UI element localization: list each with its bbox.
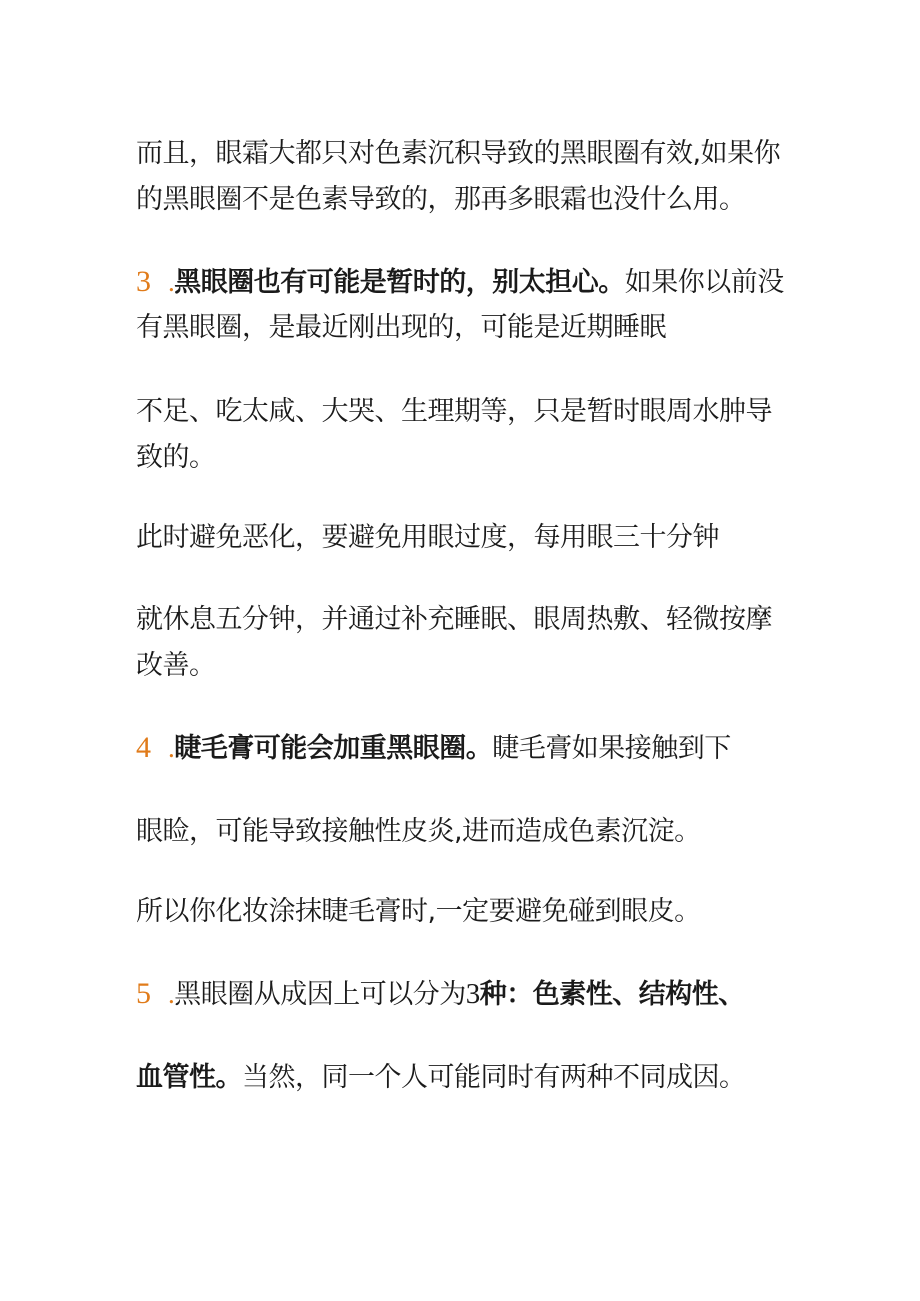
- point-4-number: 4: [136, 731, 151, 764]
- point-4-line-2: 眼睑，可能导致接触性皮炎,进而造成色素沉淀。: [136, 816, 701, 847]
- point-3-number: 3: [136, 265, 151, 298]
- point-3-dot: .: [168, 267, 175, 297]
- point-3-line-4: 致的。: [136, 442, 216, 473]
- point-3-line-6: 就休息五分钟，并通过补充睡眠、眼周热敷、轻微按摩: [136, 604, 772, 635]
- intro-line-1: 而且，眼霜大都只对色素沉积导致的黑眼圈有效,如果你: [136, 138, 781, 169]
- point-3-heading: 黑眼圈也有可能是暂时的，别太担心。: [174, 267, 625, 298]
- intro-line-2: 的黑眼圈不是色素导致的，那再多眼霜也没什么用。: [136, 184, 746, 215]
- point-3-line-5: 此时避免恶化，要避免用眼过度，每用眼三十分钟: [136, 522, 719, 553]
- point-5-line-1: [136, 976, 745, 1013]
- point-4-heading: 睫毛膏可能会加重黑眼圈。: [174, 733, 493, 764]
- point-4-heading-line: [136, 730, 731, 767]
- point-5-number: 5: [136, 977, 151, 1010]
- point-3-line-3: 不足、吃太咸、大哭、生理期等，只是暂时眼周水肿导: [136, 396, 772, 427]
- point-5-dot: .: [168, 979, 175, 1009]
- point-4-heading-rest: 睫毛膏如果接触到下: [492, 733, 731, 764]
- point-4-dot: .: [168, 733, 175, 763]
- point-4-line-3: 所以你化妆涂抹睫毛膏时,一定要避免碰到眼皮。: [136, 896, 701, 927]
- point-5-bold-vascular: 血管性。: [136, 1062, 242, 1093]
- point-5-line-2: [136, 1060, 746, 1096]
- point-5-bold-types: 种：色素性、结构性、: [479, 979, 745, 1010]
- point-3-heading-rest: 如果你以前没: [624, 267, 784, 298]
- point-3-heading-line: [136, 264, 784, 301]
- point-5-count: 3: [465, 978, 480, 1010]
- point-3-line-7: 改善。: [136, 650, 216, 681]
- point-3-line-2: 有黑眼圈，是最近刚出现的，可能是近期睡眠: [136, 312, 666, 343]
- point-5-plain: 黑眼圈从成因上可以分为: [174, 979, 466, 1010]
- point-5-line-2-rest: 当然，同一个人可能同时有两种不同成因。: [242, 1062, 746, 1093]
